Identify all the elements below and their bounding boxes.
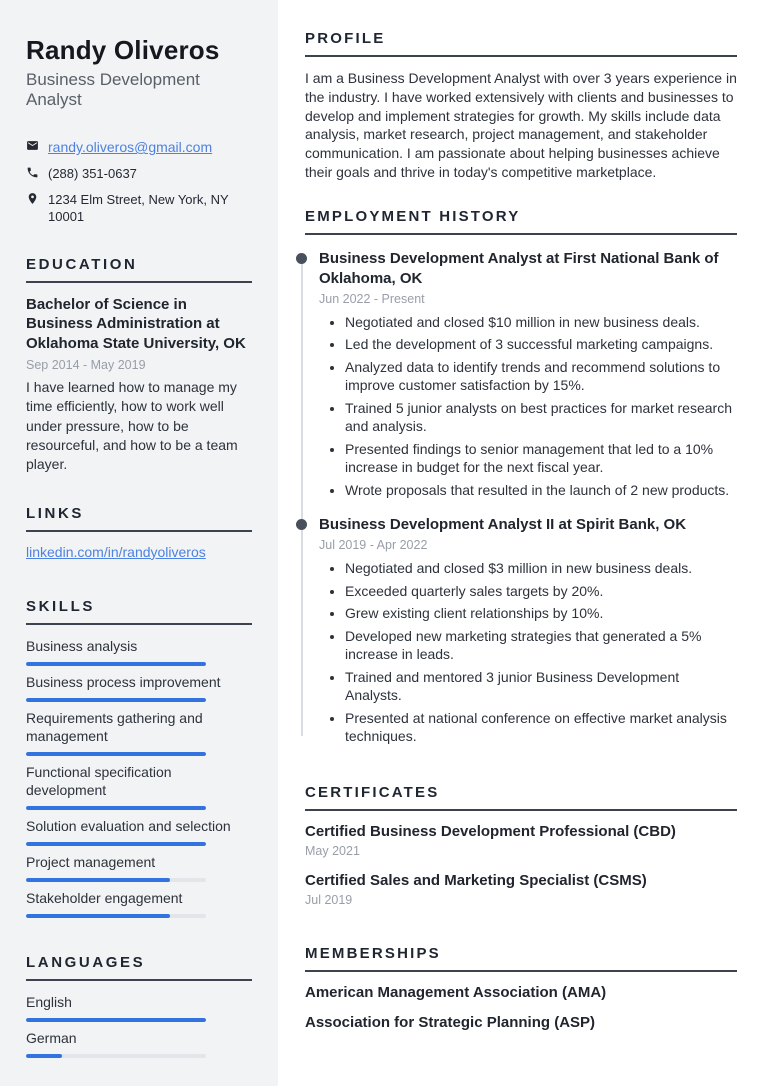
timeline-dot-icon: [296, 519, 307, 530]
job-bullet: • Trained and mentored 3 junior Business Development Analysts.: [345, 668, 737, 705]
skill-label: Solution evaluation and selection: [26, 817, 231, 834]
job-bullet: • Developed new marketing strategies that generated a 5% increase in leads.: [345, 627, 737, 664]
skill-bar-fill: [26, 878, 170, 882]
languages-heading: LANGUAGES: [26, 954, 252, 981]
skill-bar-track: [26, 878, 206, 882]
linkedin-link[interactable]: linkedin.com/in/randyoliveros: [26, 543, 206, 560]
sidebar: [0, 0, 278, 1086]
job-bullet-list: [319, 313, 737, 499]
memberships-heading: MEMBERSHIPS: [305, 945, 737, 972]
membership-item: American Management Association (AMA): [305, 983, 607, 1001]
profile-heading: PROFILE: [305, 30, 737, 57]
section-spacer: [305, 933, 737, 945]
skill-label: Business process improvement: [26, 673, 221, 690]
skill-item: [26, 817, 252, 846]
links-heading: LINKS: [26, 505, 252, 532]
language-bar-fill: [26, 1054, 62, 1058]
skill-bar-fill: [26, 662, 206, 666]
job-bullet: • Negotiated and closed $3 million in new business deals.: [345, 559, 737, 577]
job-bullet: • Trained 5 junior analysts on best practices for market research and analysis.: [345, 399, 737, 436]
job-dates: Jul 2019 - Apr 2022: [319, 538, 428, 553]
main-column: [278, 0, 768, 1086]
language-bar-fill: [26, 1018, 206, 1022]
skill-item: [26, 673, 252, 702]
skill-bar-track: [26, 914, 206, 918]
certificate-date: May 2021: [305, 843, 360, 858]
skill-item: [26, 637, 252, 666]
language-item: [26, 993, 252, 1022]
job-title: Business Development Analyst II at Spirit Bank, OK: [319, 516, 687, 534]
skill-label: Project management: [26, 853, 156, 870]
languages-section: [26, 954, 252, 1058]
section-spacer: [305, 772, 737, 784]
skills-heading: SKILLS: [26, 598, 252, 625]
skill-bar-track: [26, 842, 206, 846]
job-bullet: • Wrote proposals that resulted in the launch of 2 new products.: [345, 481, 737, 499]
employment-timeline: [319, 247, 737, 746]
certificate-item: [305, 872, 737, 907]
job-bullet-list: [319, 559, 737, 745]
skill-bar-fill: [26, 842, 206, 846]
language-label: German: [26, 1029, 77, 1046]
job-title: Business Development Analyst at First National Bank of Oklahoma, OK: [319, 249, 719, 287]
envelope-icon: [26, 139, 39, 152]
skill-item: [26, 853, 252, 882]
education-degree: Bachelor of Science in Business Administration at Oklahoma State University, OK: [26, 295, 246, 353]
skill-bar-fill: [26, 698, 206, 702]
memberships-section: [305, 945, 737, 1031]
job-bullet: • Grew existing client relationships by 10%.: [345, 604, 737, 622]
profile-section: [305, 30, 737, 182]
skill-item: [26, 709, 252, 756]
timeline-dot-icon: [296, 253, 307, 264]
certificates-heading: CERTIFICATES: [305, 784, 737, 811]
skill-item: [26, 889, 252, 918]
certificate-title: Certified Sales and Marketing Specialist (CSMS): [305, 871, 647, 889]
skill-bar-track: [26, 806, 206, 810]
language-item: [26, 1029, 252, 1058]
job-entry: [319, 249, 737, 500]
location-pin-icon: [26, 192, 39, 205]
education-heading: EDUCATION: [26, 256, 252, 283]
skill-bar-track: [26, 662, 206, 666]
links-section: [26, 505, 252, 562]
skill-bar-fill: [26, 752, 206, 756]
contact-phone-row: [26, 165, 252, 183]
education-section: [26, 256, 252, 475]
skill-label: Requirements gathering and management: [26, 709, 203, 744]
skill-label: Functional specification development: [26, 763, 172, 798]
contact-block: [26, 138, 252, 226]
skill-label: Business analysis: [26, 637, 138, 654]
job-bullet: • Negotiated and closed $10 million in new business deals.: [345, 313, 737, 331]
education-description: I have learned how to manage my time efficiently, how to work well under pressure, how to be resourceful, and how to be a team player.: [26, 379, 238, 473]
contact-email-row: [26, 138, 252, 157]
skill-bar-track: [26, 698, 206, 702]
profile-text: I am a Business Development Analyst with over 3 years experience in the industry. I have worked extensively with clients and businesses to develop and implement strategies for growth. My skills include data analysis, market research, project management, and stakeholder communication. I am passionate about helping businesses achieve their goals and thrive in today's competitive marketplace.: [305, 70, 737, 180]
certificates-section: [305, 784, 737, 907]
certificate-item: [305, 823, 737, 858]
skill-bar-fill: [26, 806, 206, 810]
skill-label: Stakeholder engagement: [26, 889, 183, 906]
skills-section: [26, 598, 252, 918]
job-bullet: • Analyzed data to identify trends and recommend solutions to improve customer satisfaction by 15%.: [345, 358, 737, 395]
job-bullet: • Presented at national conference on effective market analysis techniques.: [345, 709, 737, 746]
contact-address-row: [26, 191, 252, 226]
language-label: English: [26, 993, 72, 1010]
person-name: Randy Oliveros: [26, 35, 220, 65]
job-entry: [319, 515, 737, 745]
address-text: 1234 Elm Street, New York, NY 10001: [48, 191, 229, 225]
language-bar-track: [26, 1054, 206, 1058]
certificate-date: Jul 2019: [305, 892, 353, 907]
job-dates: Jun 2022 - Present: [319, 292, 425, 306]
phone-icon: [26, 166, 39, 179]
job-bullet: • Led the development of 3 successful marketing campaigns.: [345, 335, 737, 353]
language-bar-track: [26, 1018, 206, 1022]
certificate-title: Certified Business Development Professional (CBD): [305, 822, 676, 840]
employment-heading: EMPLOYMENT HISTORY: [305, 208, 737, 235]
person-job-title: Business Development Analyst: [26, 70, 200, 110]
skill-bar-track: [26, 752, 206, 756]
education-dates: Sep 2014 - May 2019: [26, 358, 146, 372]
phone-number: (288) 351-0637: [48, 165, 137, 181]
skill-item: [26, 763, 252, 810]
job-bullet: • Exceeded quarterly sales targets by 20%.: [345, 582, 737, 600]
email-link[interactable]: randy.oliveros@gmail.com: [48, 139, 213, 156]
membership-item: Association for Strategic Planning (ASP): [305, 1013, 596, 1031]
skill-bar-fill: [26, 914, 170, 918]
employment-section: [305, 208, 737, 746]
job-bullet: • Presented findings to senior management that led to a 10% increase in budget for the next fiscal year.: [345, 440, 737, 477]
